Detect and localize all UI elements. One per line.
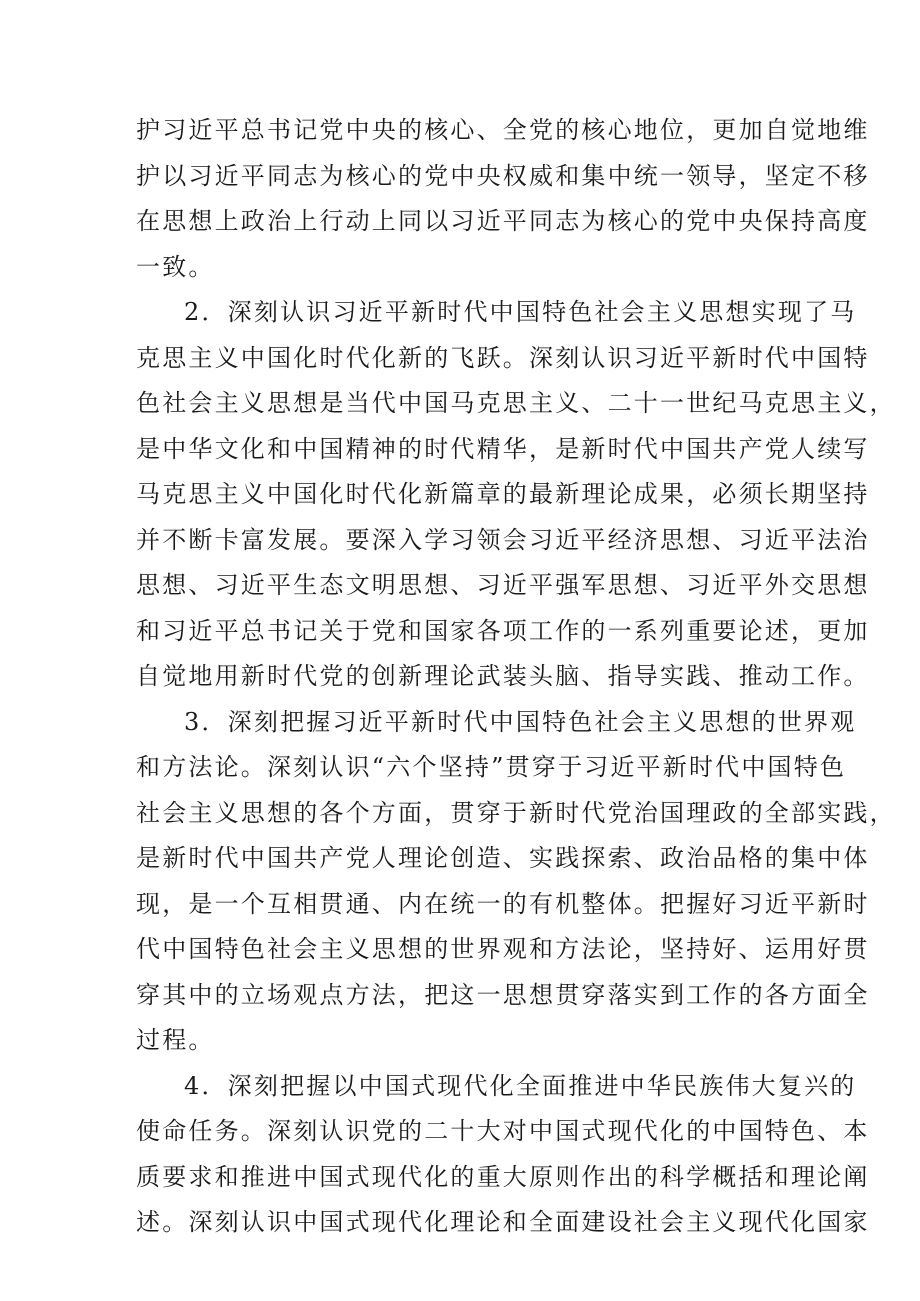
text-line: 是中华文化和中国精神的时代精华，是新时代中国共产党人续写 <box>136 434 870 463</box>
text-line: 和方法论。深刻认识“六个坚持”贯穿于习近平新时代中国特色 <box>136 753 847 781</box>
text-line: 质要求和推进中国式现代化的重大原则作出的科学概括和理论阐 <box>136 1162 870 1191</box>
document-page <box>136 108 896 1246</box>
paragraph-3 <box>136 700 896 1064</box>
text-line: 思想、习近平生态文明思想、习近平强军思想、习近平外交思想 <box>136 571 870 599</box>
text-line: 穿其中的立场观点方法，把这一思想贯穿落实到工作的各方面全 <box>136 980 870 1009</box>
text-line: 述。深刻认识中国式现代化理论和全面建设社会主义现代化国家 <box>136 1208 870 1236</box>
paragraph-1 <box>136 108 870 290</box>
text-line: 使命任务。深刻认识党的二十大对中国式现代化的中国特色、本 <box>136 1117 870 1145</box>
text-line: 在思想上政治上行动上同以习近平同志为核心的党中央保持高度 <box>136 207 870 235</box>
text-line: 3．深刻把握习近平新时代中国特色社会主义思想的世界观 <box>184 707 857 736</box>
text-line: 护习近平总书记党中央的核心、全党的核心地位，更加自觉地维 <box>136 116 870 144</box>
text-line: 过程。 <box>136 1026 215 1054</box>
text-line: 和习近平总书记关于党和国家各项工作的一系列重要论述，更加 <box>136 616 870 645</box>
text-line: 护以习近平同志为核心的党中央权威和集中统一领导，坚定不移 <box>136 161 870 190</box>
text-line: 自觉地用新时代党的创新理论武装头脑、指导实践、推动工作。 <box>136 662 870 690</box>
text-line: 现，是一个互相贯通、内在统一的有机整体。把握好习近平新时 <box>136 889 870 918</box>
text-line: 代中国特色社会主义思想的世界观和方法论，坚持好、运用好贯 <box>136 935 870 963</box>
text-line: 是新时代中国共产党人理论创造、实践探索、政治品格的集中体 <box>136 844 870 872</box>
text-line: 克思主义中国化时代化新的飞跃。深刻认识习近平新时代中国特 <box>136 343 870 372</box>
text-line: 并不断卡富发展。要深入学习领会习近平经济思想、习近平法治 <box>136 525 870 554</box>
text-line: 色社会主义思想是当代中国马克思主义、二十一世纪马克思主义， <box>136 389 896 417</box>
text-line: 马克思主义中国化时代化新篇章的最新理论成果，必须长期坚持 <box>136 480 870 508</box>
text-line: 2．深刻认识习近平新时代中国特色社会主义思想实现了马 <box>184 298 857 326</box>
text-line: 一致。 <box>136 252 215 281</box>
text-line: 4．深刻把握以中国式现代化全面推进中华民族伟大复兴的 <box>184 1071 857 1100</box>
paragraph-2 <box>136 290 896 700</box>
text-line: 社会主义思想的各个方面，贯穿于新时代党治国理政的全部实践， <box>136 798 896 827</box>
paragraph-4 <box>136 1064 870 1246</box>
